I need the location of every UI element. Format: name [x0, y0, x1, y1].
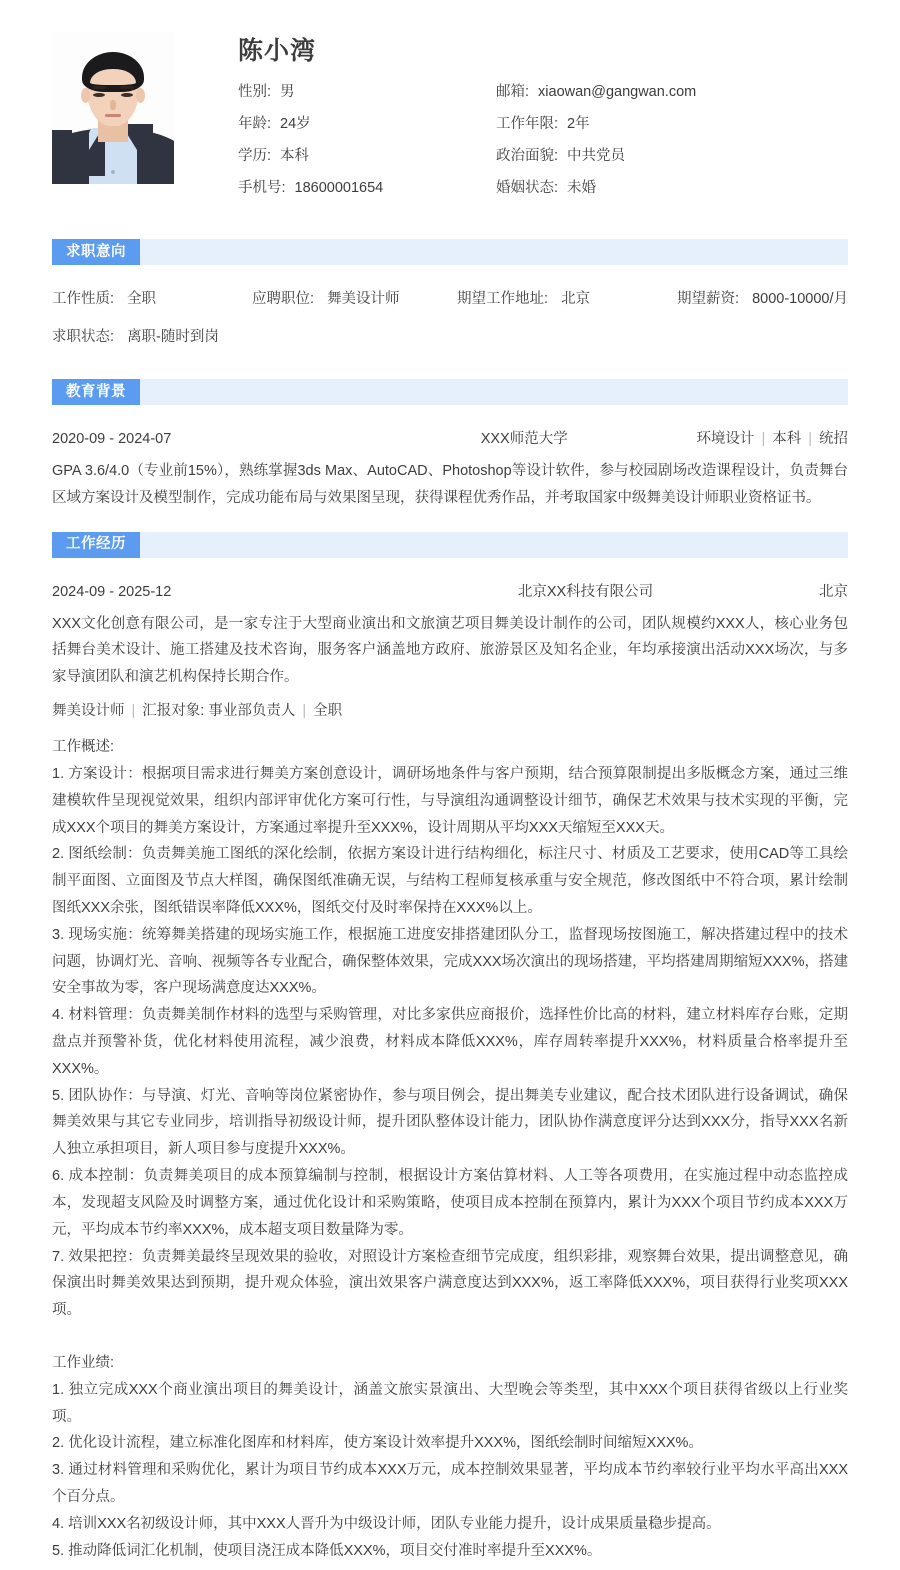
achievement-item: 2. 优化设计流程，建立标准化图库和材料库，使方案设计效率提升XXX%，图纸绘制时间缩短XXX%。 [52, 1435, 703, 1452]
job-intent-row [52, 287, 848, 308]
overview-item: 6. 成本控制：负责舞美项目的成本预算编制与控制，根据设计方案估算材料、人工等各项费用，在实施过程中动态监控成本，发现超支风险及时调整方案，通过优化设计和采购策略，使项目成本控制在预算内，累计为XXX个项目节约成本XXX万元，平均成本节约率XXX%，成本超支项目数量降为零。 [52, 1168, 848, 1238]
experience-role-line [52, 691, 848, 720]
profile-field-political [496, 144, 848, 165]
section-body-experience [0, 558, 900, 1570]
achievement-title: 工作业绩: [52, 1354, 115, 1371]
profile-field-experience-label: 工作年限: [496, 116, 559, 132]
overview-item: 7. 效果把控：负责舞美最终呈现效果的验收，对照设计方案检查细节完成度，组织彩排，观察舞台效果，提出调整意见，确保演出时舞美效果达到预期，提升观众体验，演出效果客户满意度达到XXX%，返工率降低XXX%，项目获得行业奖项XXX项。 [52, 1248, 848, 1319]
profile-header [0, 0, 900, 197]
overview-item: 5. 团队协作：与导演、灯光、音响等岗位紧密协作，参与项目例会，提出舞美专业建议，配合技术团队进行设备调试，确保舞美效果与其它专业同步，培训指导初级设计师，提升团队整体设计能力，团队协作满意度评分达到XXX分，指导XXX名新人独立承担项目，新人项目参与度提升XXX%。 [52, 1087, 848, 1158]
profile-field-marital-label: 婚姻状态: [496, 180, 559, 196]
profile-field-degree [238, 144, 496, 165]
achievement-item: 4. 培训XXX名初级设计师，其中XXX人晋升为中级设计师，团队专业能力提升，设计成果质量稳步提高。 [52, 1515, 721, 1532]
profile-details [174, 32, 848, 197]
profile-field-political-label: 政治面貌: [496, 148, 559, 164]
meta-divider: | [761, 431, 766, 447]
education-school: XXX师范大学 [480, 431, 568, 447]
job-intent-location-label: 期望工作地址: [457, 291, 549, 307]
profile-field-phone-value: 18600001654 [294, 180, 384, 196]
job-intent-salary-value: 8000-10000/月 [752, 291, 848, 307]
education-meta [696, 427, 848, 448]
section-body-job-intent [0, 265, 900, 346]
education-description: GPA 3.6/4.0（专业前15%），熟练掌握3ds Max、AutoCAD、Photoshop等设计软件，参与校园剧场改造课程设计，负责舞台区域方案设计及模型制作，完成功能布局与效果图呈现，获得课程优秀作品，并考取国家中级舞美设计师职业资格证书。 [52, 463, 848, 506]
job-intent-position [252, 287, 457, 308]
candidate-name: 陈小湾 [238, 37, 317, 65]
profile-field-political-value: 中共党员 [567, 148, 626, 164]
section-title-experience: 工作经历 [52, 532, 140, 558]
portrait-photo [52, 32, 174, 184]
education-major: 环境设计 [696, 431, 755, 447]
section-header-experience [52, 532, 848, 558]
job-intent-position-value: 舞美设计师 [327, 291, 400, 307]
experience-company: 北京XX科技有限公司 [517, 583, 654, 600]
experience-location: 北京 [819, 583, 848, 600]
experience-report-to: 汇报对象: 事业部负责人 [142, 703, 296, 720]
education-degree: 本科 [772, 431, 802, 447]
overview-item: 2. 图纸绘制：负责舞美施工图纸的深化绘制，依据方案设计进行结构细化，标注尺寸、材质及工艺要求，使用CAD等工具绘制平面图、立面图及节点大样图，确保图纸准确无误，与结构工程师复核承重与安全规范，修改图纸中不符合项，累计绘制图纸XXX余张，图纸错误率降低XXX%，图纸交付及时率保持在XXX%以上。 [52, 846, 848, 916]
section-title-education: 教育背景 [52, 379, 140, 405]
section-header-education [52, 379, 848, 405]
profile-field-age-value: 24岁 [280, 116, 311, 132]
job-intent-row [52, 325, 848, 346]
profile-field-experience-value: 2年 [567, 116, 590, 132]
overview-item: 1. 方案设计：根据项目需求进行舞美方案创意设计，调研场地条件与客户预期，结合预算限制提出多版概念方案，通过三维建模软件呈现视觉效果，组织内部评审优化方案可行性，与导演组沟通调整设计细节，确保艺术效果与技术实现的平衡，完成XXX个项目的舞美方案设计，方案通过率提升至XXX%，设计周期从平均XXX天缩短至XXX天。 [52, 765, 848, 836]
profile-field-age [238, 112, 496, 133]
avatar [52, 32, 174, 184]
section-body-education [0, 405, 900, 512]
profile-field-degree-value: 本科 [280, 148, 310, 164]
education-entry-head [52, 405, 848, 448]
profile-field-email-value: xiaowan@gangwan.com [538, 84, 697, 100]
overview-title: 工作概述: [52, 739, 115, 756]
section-title-job-intent: 求职意向 [52, 239, 140, 265]
experience-company-description: XXX文化创意有限公司，是一家专注于大型商业演出和文旅演艺项目舞美设计制作的公司，团队规模约XXX人，核心业务包括舞台美术设计、施工搭建及技术咨询，服务客户涵盖地方政府、旅游景区及知名企业，年均承接演出活动XXX场次，与多家导演团队和演艺机构保持长期合作。 [52, 615, 848, 686]
profile-field-email [496, 80, 848, 101]
profile-field-marital-value: 未婚 [567, 180, 597, 196]
profile-field-degree-label: 学历: [238, 148, 272, 164]
section-header-job-intent [52, 239, 848, 265]
profile-info-grid [238, 80, 848, 197]
profile-field-marital [496, 176, 848, 197]
job-intent-location [457, 287, 677, 308]
profile-field-gender-label: 性别: [238, 84, 272, 100]
profile-field-experience [496, 112, 848, 133]
meta-divider: | [302, 703, 307, 720]
profile-field-gender [238, 80, 496, 101]
job-intent-status-value: 离职-随时到岗 [127, 329, 219, 345]
job-intent-nature [52, 287, 252, 308]
profile-field-phone-label: 手机号: [238, 180, 286, 196]
achievement-item: 5. 推动降低词汇化机制，使项目浇汪成本降低XXX%，项目交付准时率提升至XXX%。 [52, 1542, 602, 1559]
job-intent-status-label: 求职状态: [52, 329, 115, 345]
job-intent-nature-label: 工作性质: [52, 291, 115, 307]
education-admission: 统招 [819, 431, 848, 447]
meta-divider: | [131, 703, 136, 720]
meta-divider: | [808, 431, 812, 447]
education-date: 2020-09 - 2024-07 [52, 431, 172, 447]
experience-entry-head [52, 558, 848, 601]
job-intent-salary-label: 期望薪资: [677, 291, 740, 307]
job-intent-salary [677, 287, 848, 308]
profile-field-age-label: 年龄: [238, 116, 272, 132]
overview-item: 3. 现场实施：统筹舞美搭建的现场实施工作，根据施工进度安排搭建团队分工，监督现场按图施工，解决搭建过程中的技术问题，协调灯光、音响、视频等各专业配合，确保整体效果，完成XXX场次演出的现场搭建，平均搭建周期缩短XXX%，搭建安全事故为零，客户现场满意度达XXX%。 [52, 926, 848, 997]
profile-field-gender-value: 男 [280, 84, 295, 100]
overview-item: 4. 材料管理：负责舞美制作材料的选型与采购管理，对比多家供应商报价，选择性价比高的材料，建立材料库存台账，定期盘点并预警补货，优化材料使用流程，减少浪费，材料成本降低XXX%，库存周转率提升XXX%，材料质量合格率提升至XXX%。 [52, 1007, 848, 1077]
job-intent-status [52, 325, 252, 346]
achievement-item: 1. 独立完成XXX个商业演出项目的舞美设计，涵盖文旅实景演出、大型晚会等类型，其中XXX个项目获得省级以上行业奖项。 [52, 1381, 848, 1425]
profile-field-email-label: 邮箱: [496, 84, 530, 100]
job-intent-nature-value: 全职 [127, 291, 157, 307]
profile-field-phone [238, 176, 496, 197]
experience-role: 舞美设计师 [52, 703, 125, 720]
job-intent-position-label: 应聘职位: [252, 291, 315, 307]
experience-date: 2024-09 - 2025-12 [52, 583, 172, 600]
job-intent-location-value: 北京 [561, 291, 591, 307]
achievement-item: 3. 通过材料管理和采购优化，累计为项目节约成本XXX万元，成本控制效果显著，平均成本节约率较行业平均水平高出XXX个百分点。 [52, 1462, 848, 1505]
experience-job-type: 全职 [313, 703, 343, 720]
